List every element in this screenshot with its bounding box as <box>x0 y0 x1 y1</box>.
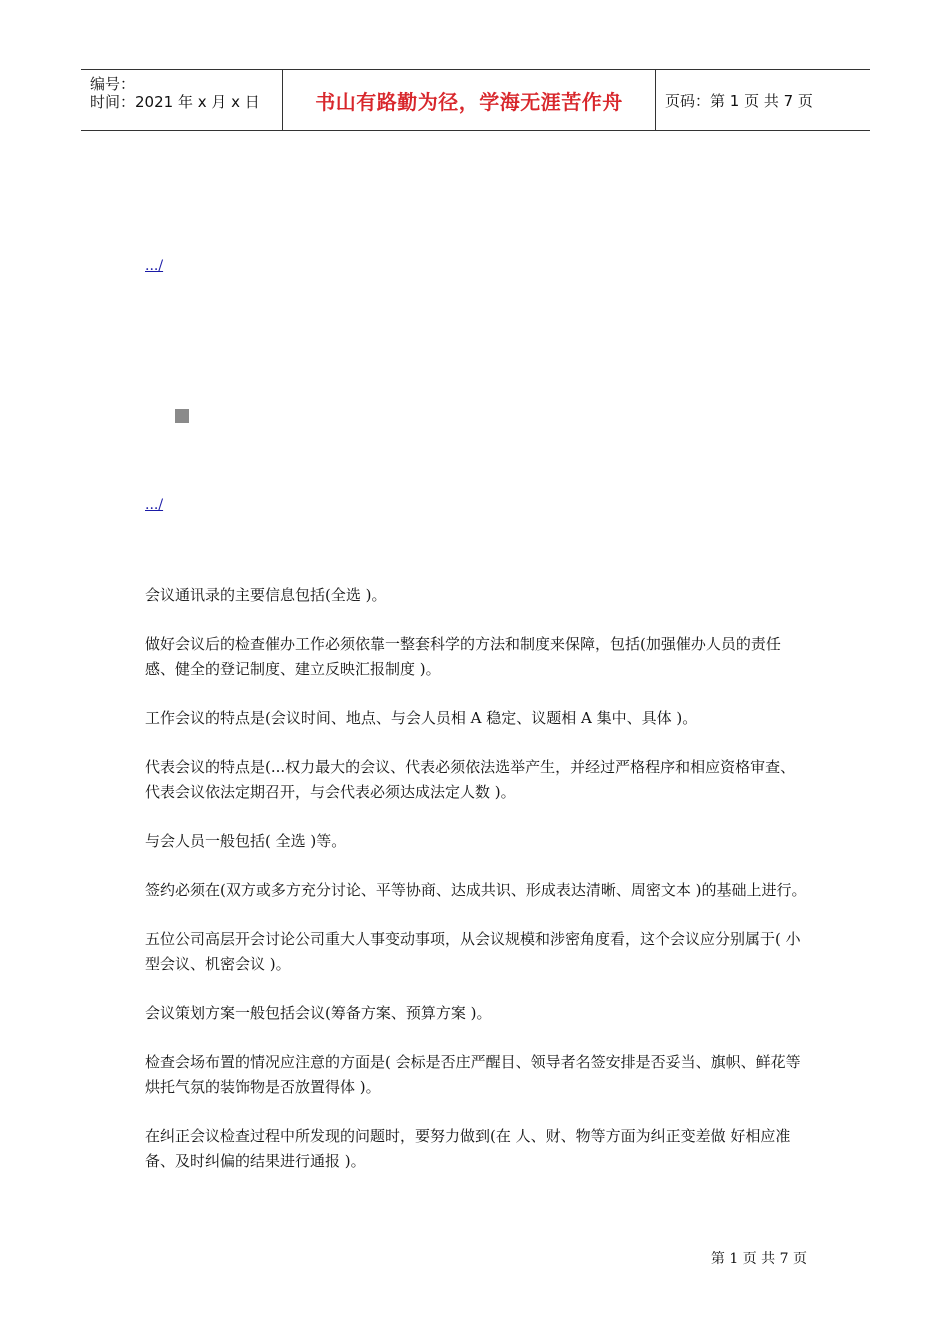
page-footer: 第 1 页 共 7 页 <box>710 1251 807 1267</box>
paragraph: 检查会场布置的情况应注意的方面是( 会标是否庄严醒目、领导者名签安排是否妥当、旗帜、鲜花等烘托气氛的装饰物是否放置得体 )。 <box>145 1053 801 1096</box>
header-left-cell <box>81 70 282 130</box>
header-page-cell <box>656 70 870 130</box>
image-placeholder-icon <box>175 409 189 423</box>
paragraph: 会议通讯录的主要信息包括(全选 )。 <box>145 586 387 604</box>
paragraph: 五位公司高层开会讨论公司重大人事变动事项，从会议规模和涉密角度看，这个会议应分别属于( 小型会议、机密会议 )。 <box>145 930 801 973</box>
paragraph: 与会人员一般包括( 全选 )等。 <box>145 832 347 850</box>
document-header <box>81 69 870 131</box>
paragraph: 会议策划方案一般包括会议(筹备方案、预算方案 )。 <box>145 1004 492 1022</box>
header-motto-cell <box>282 70 656 130</box>
paragraph: 签约必须在(双方或多方充分讨论、平等协商、达成共识、形成表达清晰、周密文本 )的基础上进行。 <box>145 881 807 899</box>
link-1[interactable]: .../ <box>145 258 164 274</box>
motto-text: 书山有路勤为径，学海无涯苦作舟 <box>315 89 623 114</box>
paragraph: 代表会议的特点是(...权力最大的会议、代表必须依法选举产生，并经过严格程序和相应资格审查、代表会议依法定期召开，与会代表必须达成法定人数 )。 <box>145 758 796 801</box>
paragraph: 在纠正会议检查过程中所发现的问题时，要努力做到(在 人、财、物等方面为纠正变差做 好相应准备、及时纠偏的结果进行通报 )。 <box>145 1127 791 1170</box>
link-2[interactable]: .../ <box>145 497 164 513</box>
paragraph: 工作会议的特点是(会议时间、地点、与会人员相 A 稳定、议题相 A 集中、具体 )。 <box>145 709 698 727</box>
page-indicator: 页码：第 1 页 共 7 页 <box>665 91 813 110</box>
paragraph: 做好会议后的检查催办工作必须依靠一整套科学的方法和制度来保障，包括(加强催办人员的责任感、健全的登记制度、建立反映汇报制度 )。 <box>145 635 781 678</box>
date-label: 时间：2021 年 x 月 x 日 <box>90 93 260 111</box>
document-body <box>145 583 810 1198</box>
number-label: 编号： <box>90 75 136 93</box>
